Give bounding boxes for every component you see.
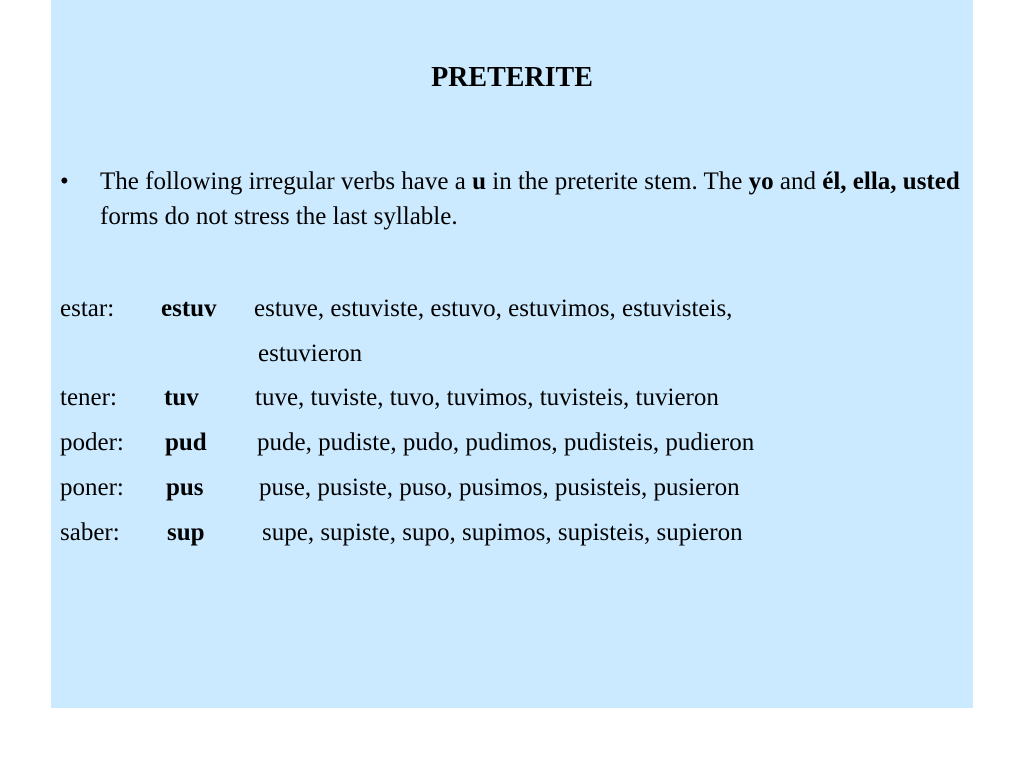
verb-stem: pud (165, 429, 207, 456)
verb-forms: pude, pudiste, pudo, pudimos, pudisteis, pudieron (257, 429, 755, 456)
verb-infinitive: estar: (60, 295, 115, 322)
verb-stem: tuv (164, 384, 199, 411)
verb-infinitive: poder: (60, 429, 124, 456)
verb-forms-continued: estuvieron (258, 340, 363, 367)
bullet-bold-u: u (472, 168, 486, 195)
bullet-text-part: and (773, 168, 823, 195)
verb-forms: estuve, estuviste, estuvo, estuvimos, estuvisteis, (254, 295, 733, 322)
verb-stem: estuv (161, 295, 217, 322)
verb-forms: tuve, tuviste, tuvo, tuvimos, tuvisteis, tuvieron (255, 384, 719, 411)
title-band (51, 0, 973, 152)
verb-infinitive: saber: (60, 519, 120, 546)
slide (51, 0, 973, 708)
bullet-marker: • (60, 168, 69, 195)
verb-infinitive: tener: (60, 384, 117, 411)
bullet-text-part: forms do not stress the last syllable. (100, 203, 458, 230)
verb-stem: sup (167, 519, 205, 546)
verb-forms: supe, supiste, supo, supimos, supisteis, supieron (262, 519, 743, 546)
verb-forms: puse, pusiste, puso, pusimos, pusisteis, pusieron (259, 474, 740, 501)
bullet-bold-pronouns: él, ella, usted (822, 168, 960, 195)
bullet-text-part: in the preterite stem. The (486, 168, 749, 195)
bullet-paragraph (60, 164, 965, 234)
bullet-text (100, 164, 965, 234)
verb-infinitive: poner: (60, 474, 124, 501)
bullet-text-part: The following irregular verbs have a (100, 168, 473, 195)
slide-title: PRETERITE (431, 62, 593, 93)
bullet-bold-yo: yo (748, 168, 774, 195)
verb-stem: pus (166, 474, 204, 501)
